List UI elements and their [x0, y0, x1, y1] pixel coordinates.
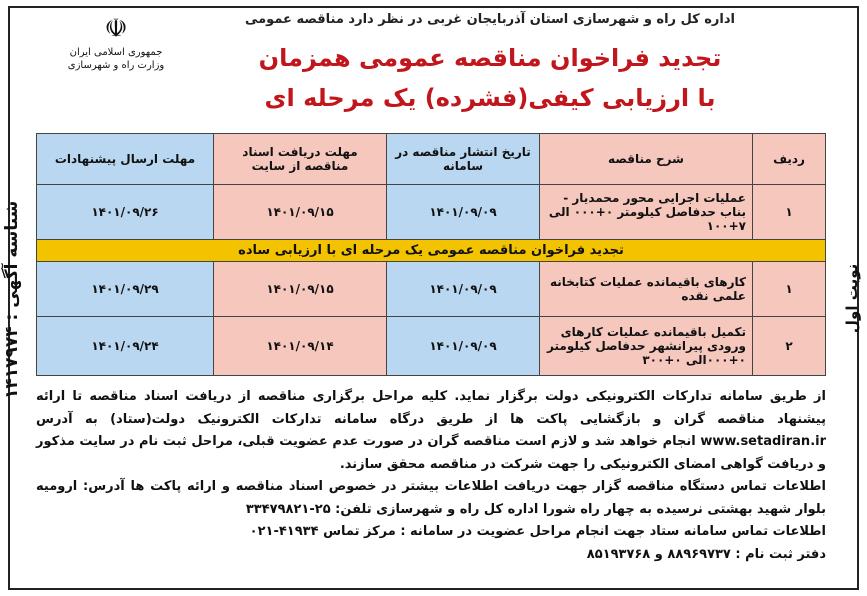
title-line-2: با ارزیابی کیفی(فشرده) یک مرحله ای [264, 84, 716, 112]
cell-download-deadline: ۱۴۰۱/۰۹/۱۴ [214, 317, 387, 376]
col-header-row-number: ردیف [753, 134, 826, 185]
iran-emblem-icon: ☫ [104, 14, 128, 44]
announcement-body [36, 386, 826, 566]
cell-publish-date: ۱۴۰۱/۰۹/۰۹ [387, 262, 540, 317]
ministry-logo [66, 12, 166, 92]
logo-line-2: وزارت راه و شهرسازی [67, 60, 165, 71]
body-paragraph-setad-contact: اطلاعات تماس سامانه ستاد جهت انجام مراحل عضویت در سامانه : مرکز تماس ۴۱۹۳۴-۰۲۱ [249, 524, 826, 539]
cell-description: کارهای باقیمانده عملیات کتابخانه علمی نقده [540, 262, 753, 317]
cell-row-number: ۱ [753, 185, 826, 240]
col-header-description: شرح مناقصه [540, 134, 753, 185]
cell-download-deadline: ۱۴۰۱/۰۹/۱۵ [214, 262, 387, 317]
cell-submit-deadline: ۱۴۰۱/۰۹/۲۶ [37, 185, 214, 240]
cell-row-number: ۱ [753, 262, 826, 317]
cell-publish-date: ۱۴۰۱/۰۹/۰۹ [387, 185, 540, 240]
body-paragraph-contact: اطلاعات تماس دستگاه مناقصه گزار جهت دریافت اطلاعات بیشتر در خصوص اسناد مناقصه و ارائه پاکت ها آدرس: ارومیه بلوار شهید بهشتی نرسیده به چهار راه شورا اداره کل راه و شهرسازی تلفن: ۲۵-۳۳۴۷۹۸۲۱ [36, 479, 826, 517]
table-row [37, 185, 826, 240]
cell-submit-deadline: ۱۴۰۱/۰۹/۲۹ [37, 262, 214, 317]
col-header-submit-deadline: مهلت ارسال پیشنهادات [37, 134, 214, 185]
section-band-row [37, 240, 826, 262]
col-header-download-deadline: مهلت دریافت اسناد مناقصه از سایت [214, 134, 387, 185]
ad-id-label: شناسه آگهی : ۱۴۱۷۹۷۴ [2, 200, 22, 400]
body-paragraph-procedure: از طریق سامانه تدارکات الکترونیکی دولت برگزار نماید. کلیه مراحل برگزاری مناقصه از دریافت اسناد مناقصه تا ارائه پیشنهاد مناقصه گران و بازگشایی پاکت ها از طریق درگاه سامانه تدارکات الکترونیک دولت(ستاد) به آدرس www.setadiran.ir انجام خواهد شد و لازم است مناقصه گران در صورت عدم عضویت قبلی، مراحل ثبت نام در سایت مذکور و دریافت گواهی امضای الکترونیکی را جهت شرکت در مناقصه محقق سازند. [36, 389, 826, 472]
logo-line-1: جمهوری اسلامی ایران [69, 47, 163, 58]
tender-table [36, 133, 826, 376]
table-header-row [37, 134, 826, 185]
cell-download-deadline: ۱۴۰۱/۰۹/۱۵ [214, 185, 387, 240]
cell-publish-date: ۱۴۰۱/۰۹/۰۹ [387, 317, 540, 376]
cell-submit-deadline: ۱۴۰۱/۰۹/۲۴ [37, 317, 214, 376]
col-header-publish-date: تاریخ انتشار مناقصه در سامانه [387, 134, 540, 185]
cell-description: عملیات اجرایی محور محمدیار - بناب حدفاصل کیلومتر ۰+۰۰۰ الی ۷+۱۰۰ [540, 185, 753, 240]
cell-row-number: ۲ [753, 317, 826, 376]
table-row [37, 262, 826, 317]
cell-description: تکمیل باقیمانده عملیات کارهای ورودی پیرانشهر حدفاصل کیلومتر ۰+۰۰۰الی ۰+۳۰۰ [540, 317, 753, 376]
title-line-1: تجدید فراخوان مناقصه عمومی همزمان [258, 44, 722, 72]
organization-line: اداره کل راه و شهرسازی استان آذربایجان غربی در نظر دارد مناقصه عمومی [244, 12, 735, 27]
section-band-label: تجدید فراخوان مناقصه عمومی یک مرحله ای با ارزیابی ساده [37, 240, 826, 262]
insertion-label: نوبت اول [843, 263, 861, 333]
body-paragraph-registration: دفتر ثبت نام : ۸۸۹۶۹۷۳۷ و ۸۵۱۹۳۷۶۸ [586, 546, 826, 562]
table-row [37, 317, 826, 376]
